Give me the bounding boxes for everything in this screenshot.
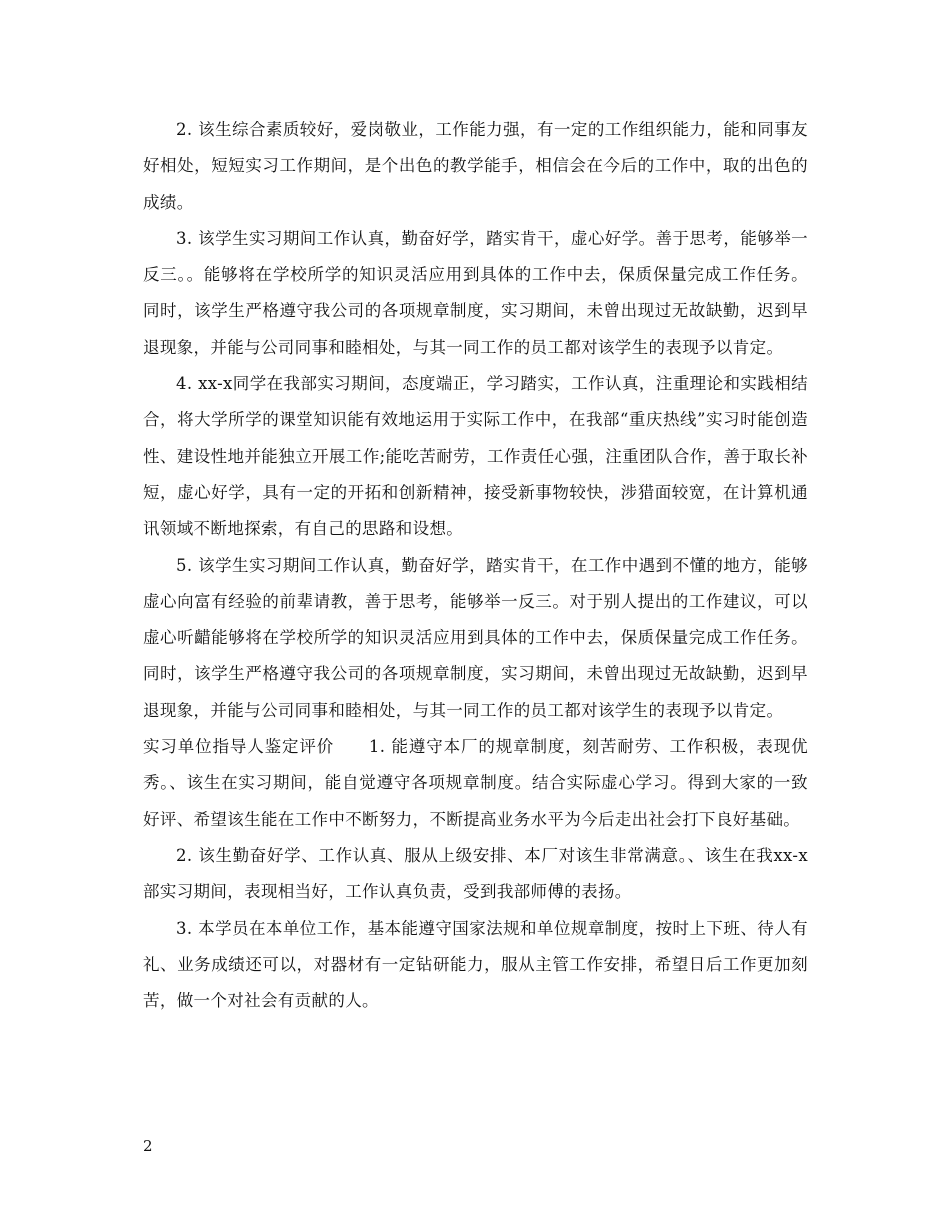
paragraph-evaluation-4: 4. xx-x同学在我部实习期间，态度端正，学习踏实，工作认真，注重理论和实践相结合，将大学所学的课堂知识能有效地运用于实际工作中，在我部“重庆热线”实习时能创造性、建设性地并能独立开展工作;能吃苦耐劳，工作责任心强，注重团队合作，善于取长补短，虚心好学，具有一定的开拓和创新精神，接受新事物较快，涉猎面较宽，在计算机通讯领域不断地探索，有自己的思路和设想。 (143, 374, 808, 539)
paragraph-supervisor-evaluation-3: 3. 本学员在本单位工作，基本能遵守国家法规和单位规章制度，按时上下班、待人有礼、业务成绩还可以，对器材有一定钻研能力，服从主管工作安排，希望日后工作更加刻苦，做一个对社会有贡献的人。 (143, 918, 808, 1011)
page-number: 2 (143, 1137, 153, 1155)
paragraph-evaluation-5: 5. 该学生实习期间工作认真，勤奋好学，踏实肯干，在工作中遇到不懂的地方，能够虚心向富有经验的前辈请教，善于思考，能够举一反三。对于别人提出的工作建议，可以虚心听齰能够将在学校所学的知识灵活应用到具体的工作中去，保质保量完成工作任务。同时，该学生严格遵守我公司的各项规章制度，实习期间，未曾出现过无故缺勤，迟到早退现象，并能与公司同事和睦相处，与其一同工作的员工都对该学生的表现予以肯定。 (143, 555, 808, 720)
paragraph-evaluation-2: 2. 该生综合素质较好，爱岗敬业，工作能力强，有一定的工作组织能力，能和同事友好相处，短短实习工作期间，是个出色的教学能手，相信会在今后的工作中，取的出色的成绩。 (143, 120, 808, 212)
document-body (143, 112, 808, 1019)
paragraph-supervisor-evaluation-2: 2. 该生勤奋好学、工作认真、服从上级安排、本厂对该生非常满意。、该生在我xx-x部实习期间，表现相当好，工作认真负责，受到我部师傅的表扬。 (143, 845, 808, 902)
paragraph-evaluation-3: 3. 该学生实习期间工作认真，勤奋好学，踏实肯干，虚心好学。善于思考，能够举一反三。。能够将在学校所学的知识灵活应用到具体的工作中去，保质保量完成工作任务。同时，该学生严格遵守我公司的各项规章制度，实习期间，未曾出现过无故缺勤，迟到早退现象，并能与公司同事和睦相处，与其一同工作的员工都对该学生的表现予以肯定。 (143, 228, 808, 357)
paragraph-supervisor-evaluation-1: 实习单位指导人鉴定评价 1. 能遵守本厂的规章制度，刻苦耐劳、工作积极，表现优秀。、该生在实习期间，能自觉遵守各项规章制度。结合实际虚心学习。得到大家的一致好评、希望该生能在工作中不断努力，不断提高业务水平为今后走出社会打下良好基础。 (143, 737, 808, 829)
